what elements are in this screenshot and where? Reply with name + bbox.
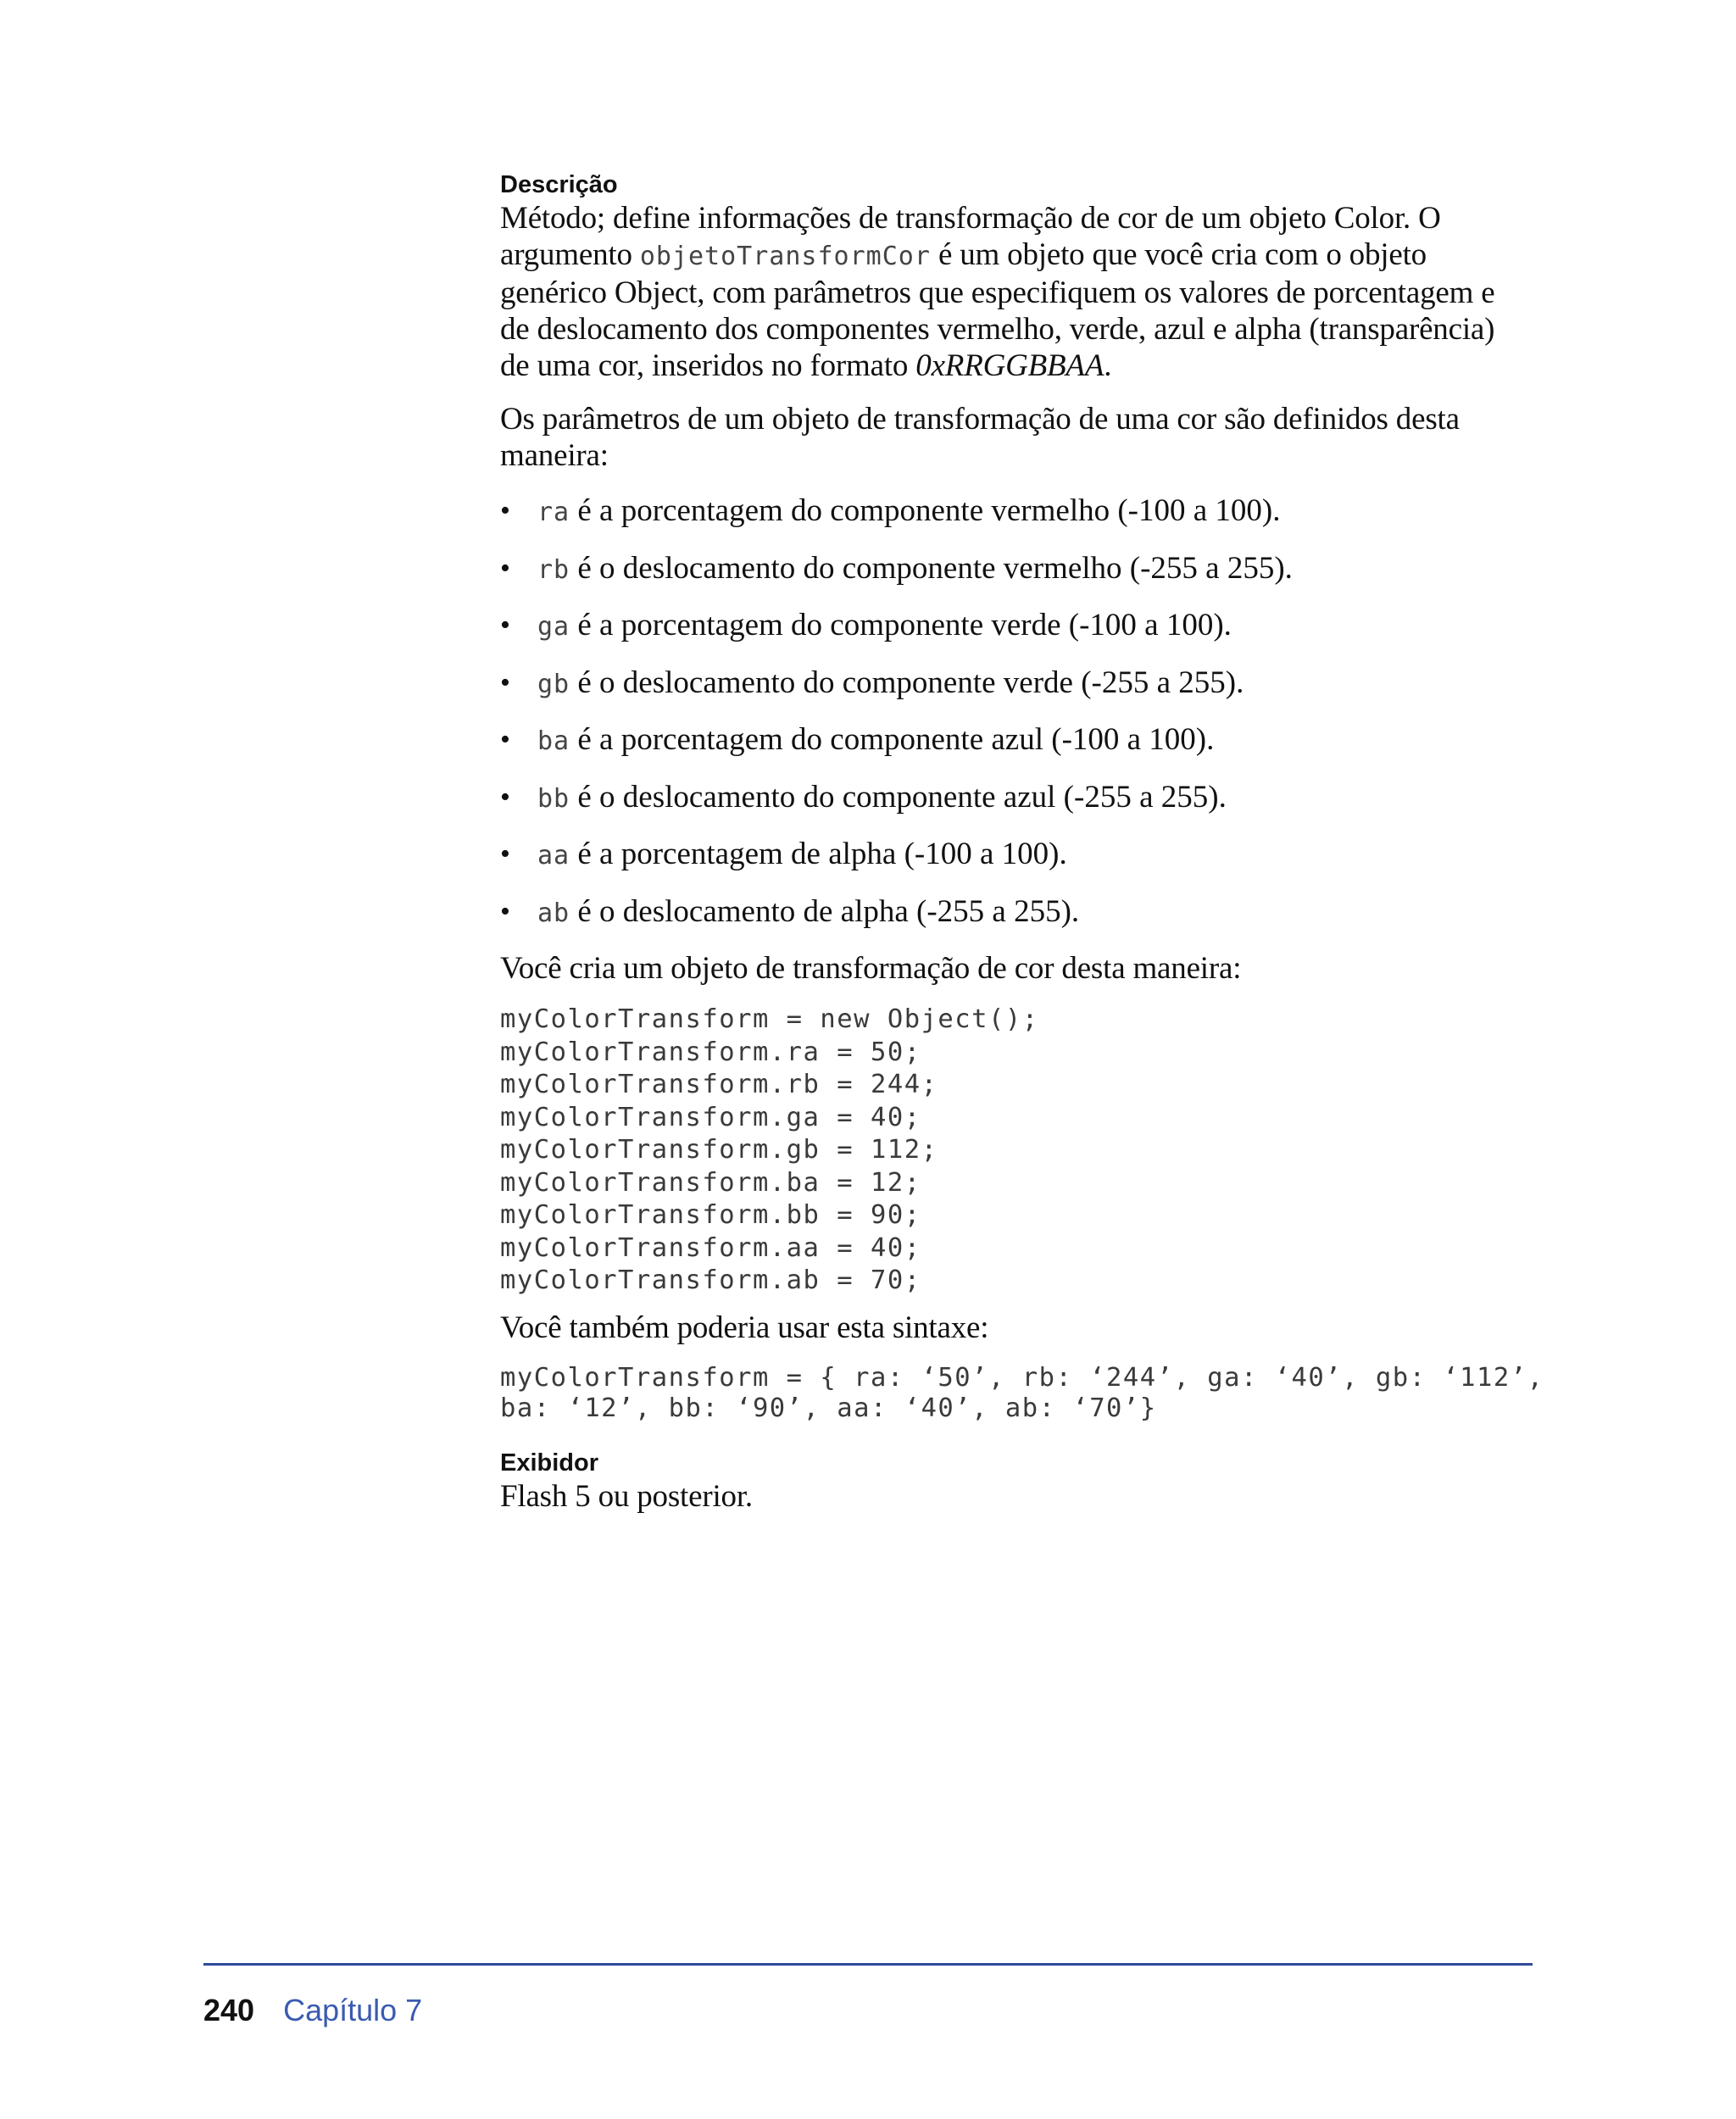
exibidor-text: Flash 5 ou posterior. bbox=[500, 1478, 753, 1514]
param-text: é a porcentagem do componente azul (-100 a 100). bbox=[570, 722, 1215, 757]
param-code: bb bbox=[537, 783, 570, 814]
exibidor-heading: Exibidor bbox=[500, 1449, 599, 1477]
main-content bbox=[500, 170, 1544, 1515]
alt-syntax-paragraph: Você também poderia usar esta sintaxe: bbox=[500, 1310, 989, 1345]
bullet-icon: • bbox=[500, 495, 510, 526]
code-block-object bbox=[500, 1004, 1517, 1298]
parameter-list bbox=[500, 492, 1517, 932]
chapter-label: Capítulo 7 bbox=[283, 1993, 423, 2027]
descricao-text-b: é um objeto que você cria com o objeto genérico Object, com parâmetros que especifiquem os valores de porcentagem e de deslocamento dos componentes vermelho, verde, azul e alpha (transparência) de uma cor, inseridos no formato bbox=[500, 237, 1495, 383]
param-code: ra bbox=[537, 498, 570, 527]
descricao-end: . bbox=[1104, 348, 1112, 383]
param-code: ba bbox=[537, 726, 570, 756]
bullet-icon: • bbox=[500, 724, 510, 755]
code-line: myColorTransform.ra = 50; bbox=[500, 1037, 921, 1067]
format-text: 0xRRGGBBAA bbox=[915, 348, 1104, 383]
footer-rule bbox=[203, 1963, 1533, 1966]
param-text: é a porcentagem de alpha (-100 a 100). bbox=[570, 837, 1067, 871]
descricao-paragraph bbox=[500, 200, 1517, 384]
list-item bbox=[500, 665, 1517, 703]
code-block-literal bbox=[500, 1362, 1544, 1424]
code-line: myColorTransform.gb = 112; bbox=[500, 1135, 938, 1165]
code-line: myColorTransform = { ra: ‘50’, rb: ‘244’, ga: ‘40’, gb: ‘112’, bbox=[500, 1362, 1544, 1393]
list-item bbox=[500, 721, 1517, 759]
list-item bbox=[500, 836, 1517, 874]
list-item bbox=[500, 893, 1517, 932]
param-text: é o deslocamento do componente verde (-255 a 255). bbox=[570, 665, 1244, 700]
bullet-icon: • bbox=[500, 552, 510, 584]
code-line: myColorTransform.ga = 40; bbox=[500, 1102, 921, 1132]
param-code: rb bbox=[537, 554, 570, 585]
page-footer bbox=[203, 1992, 422, 2029]
param-text: é o deslocamento do componente azul (-255 a 255). bbox=[570, 779, 1227, 815]
param-code: ab bbox=[537, 898, 570, 928]
param-code: gb bbox=[537, 669, 570, 699]
list-item bbox=[500, 550, 1517, 588]
param-text: é a porcentagem do componente vermelho (-100 a 100). bbox=[570, 493, 1281, 528]
code-line: myColorTransform.ba = 12; bbox=[500, 1167, 921, 1198]
code-line: myColorTransform.aa = 40; bbox=[500, 1232, 921, 1263]
page-number: 240 bbox=[203, 1993, 255, 2027]
param-code: ga bbox=[537, 612, 570, 642]
param-code: aa bbox=[537, 841, 570, 870]
descricao-text-a: Método; define informações de transformação de cor de um objeto Color. O argumento bbox=[500, 201, 1441, 272]
list-item bbox=[500, 492, 1517, 531]
list-item bbox=[500, 607, 1517, 645]
code-line: myColorTransform.rb = 244; bbox=[500, 1070, 938, 1099]
code-line: myColorTransform.bb = 90; bbox=[500, 1200, 921, 1230]
param-text: é o deslocamento do componente vermelho (-255 a 255). bbox=[570, 550, 1293, 586]
create-object-paragraph: Você cria um objeto de transformação de cor desta maneira: bbox=[500, 951, 1242, 986]
code-line: myColorTransform.ab = 70; bbox=[500, 1265, 921, 1295]
bullet-icon: • bbox=[500, 781, 510, 813]
code-line: myColorTransform = new Object(); bbox=[500, 1004, 1039, 1034]
bullet-icon: • bbox=[500, 609, 510, 641]
code-line: ba: ‘12’, bb: ‘90’, aa: ‘40’, ab: ‘70’} bbox=[500, 1393, 1157, 1423]
descricao-heading: Descrição bbox=[500, 171, 618, 198]
parametros-paragraph: Os parâmetros de um objeto de transformação de uma cor são definidos desta maneira: bbox=[500, 402, 1460, 473]
bullet-icon: • bbox=[500, 838, 510, 870]
bullet-icon: • bbox=[500, 666, 510, 698]
param-text: é a porcentagem do componente verde (-100 a 100). bbox=[570, 608, 1232, 642]
argument-code: objetoTransformCor bbox=[639, 242, 931, 271]
bullet-icon: • bbox=[500, 895, 510, 927]
list-item bbox=[500, 779, 1517, 817]
param-text: é o deslocamento de alpha (-255 a 255). bbox=[570, 893, 1080, 929]
